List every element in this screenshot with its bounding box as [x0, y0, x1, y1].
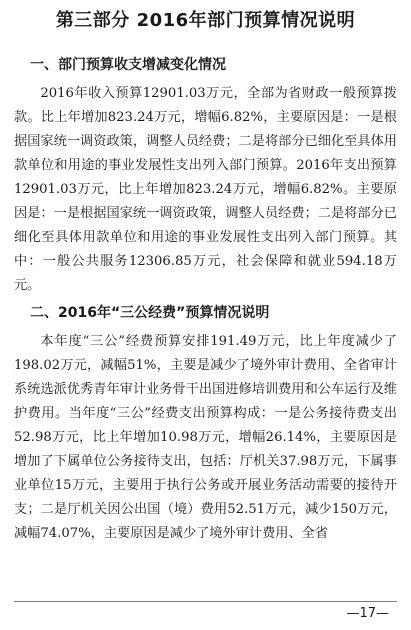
section-heading-2: 二、2016年“三公经费”预算情况说明: [30, 305, 270, 321]
section-1-paragraph: 2016年收入预算12901.03万元，全部为省财政一般预算拨款。比上年增加823.24万元，增幅6.82%，主要原因是：一是根据国家统一调资政策，调整人员经费；二是将部分已细化至具体用款单位和用途的事业发展性支出列入部门预算。2016年支出预算12901.03万元，比上年增加823.24万元，增幅6.82%。主要原因是：一是根据国家统一调资政策，调整人员经费；二是将部分已细化至具体用款单位和用途的事业发展性支出列入部门预算。其中：一般公共服务12306.85万元，社会保障和就业594.18万元。: [14, 86, 397, 293]
footer-divider: [14, 601, 397, 602]
section-heading-1: 一、部门预算收支增减变化情况: [30, 57, 226, 73]
page-title: 第三部分 2016年部门预算情况说明: [55, 10, 356, 31]
page-number: —17—: [346, 606, 389, 621]
section-2-paragraph: 本年度“三公”经费预算安排191.49万元，比上年度减少了198.02万元，减幅51%，主要是减少了境外审计费用、全省审计系统选派优秀青年审计业务骨干出国进修培训费用和公车运行及维护费用。当年度“三公”经费支出预算构成：一是公务接待费支出52.98万元，比上年增加10.98万元，增幅26.14%，主要原因是增加了下属单位公务接待支出，包括：厅机关37.98万元，下属事业单位15万元，主要用于执行公务或开展业务活动需要的接待开支；二是厅机关因公出国（境）费用52.51万元，减少150万元，减幅74.07%，主要原因是减少了境外审计费用、全省: [14, 334, 397, 541]
